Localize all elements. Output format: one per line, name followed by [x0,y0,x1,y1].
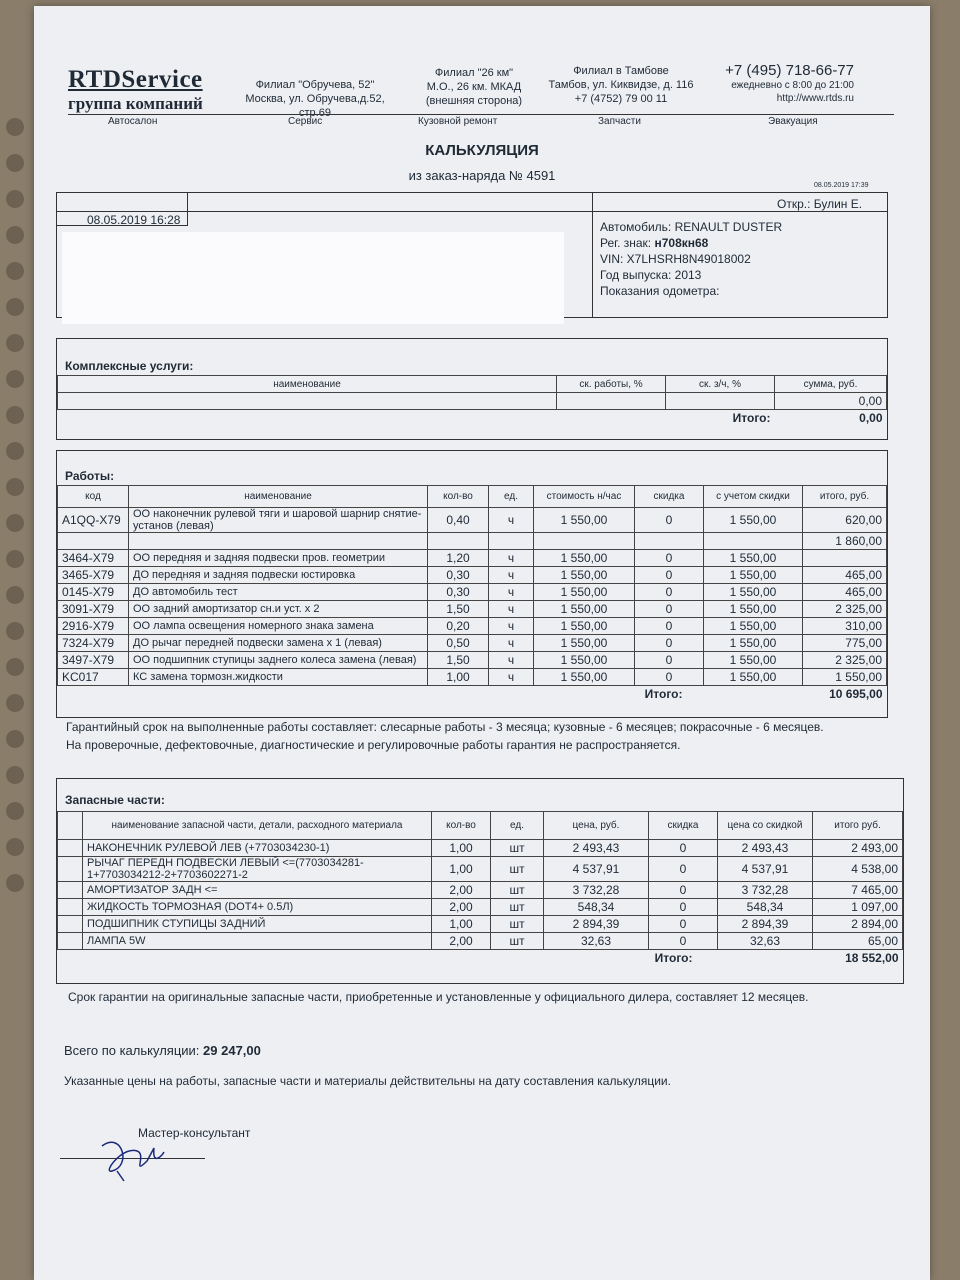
col-name: наименование [129,486,428,508]
category-bar [68,114,894,129]
cell-code: 3091-X79 [58,601,129,618]
parts-table [57,811,903,966]
works-total-row [58,686,887,703]
cell-unit: ч [489,508,534,533]
cell-net: 1 550,00 [704,669,803,686]
cell-rate: 1 550,00 [534,618,635,635]
cell-qty: 0,30 [428,567,489,584]
cell-total: 1 860,00 [803,533,887,550]
works-table [57,485,887,702]
cell-total: 465,00 [803,567,887,584]
document-subtitle: из заказ-наряда № 4591 [408,168,556,183]
cell-unit: шт [491,899,544,916]
cell-net-price: 548,34 [718,899,813,916]
table-row [58,652,887,669]
cell-net-price: 32,63 [718,933,813,950]
parts-total-row [58,950,903,967]
table-row [58,899,903,916]
col-work-discount: ск. работы, % [557,376,666,393]
binder-hole [6,406,24,424]
parts-warranty: Срок гарантии на оригинальные запасные части, приобретенные и установленные у официального дилера, составляет 12 месяцев. [68,990,809,1004]
category-evacuation: Эвакуация [768,116,818,127]
signature-mark [92,1126,172,1186]
vehicle-year: Год выпуска: 2013 [600,268,702,282]
cell-discount: 0 [635,550,704,567]
binder-hole [6,190,24,208]
cell-part-name: РЫЧАГ ПЕРЕДН ПОДВЕСКИ ЛЕВЫЙ <=(7703034281-1+7703034212-2+7703602271-2 [83,857,432,882]
cell-unit: шт [491,882,544,899]
table-row [58,567,887,584]
cell-net: 1 550,00 [704,550,803,567]
complex-total-label: Итого: [732,411,771,425]
cell-unit: ч [489,601,534,618]
cell-total [803,550,887,567]
binder-hole [6,694,24,712]
phone: +7 (495) 718-66-77 [725,62,854,79]
cell-code: KC017 [58,669,129,686]
works-total-label: Итого: [644,687,683,701]
cell-qty: 2,00 [432,882,491,899]
col-rate: стоимость н/час [534,486,635,508]
grand-total-value: 29 247,00 [203,1043,261,1058]
table-row [58,669,887,686]
cell-net: 1 550,00 [704,508,803,533]
cell-total: 7 465,00 [813,882,903,899]
cell-name: ДО передняя и задняя подвески юстировка [129,567,428,584]
works-warranty: Гарантийный срок на выполненные работы составляет: слесарные работы - 3 месяца; кузовные - 6 месяцев; покрасочные - 6 месяцев. На проверочные, дефектовочные, диагностические и регулировочные работы гарантия не распространяется. [66,720,824,752]
hours: ежедневно с 8:00 до 21:00 [731,80,854,91]
col-price: цена, руб. [544,812,649,840]
cell-total: 310,00 [803,618,887,635]
cell-unit: ч [489,550,534,567]
cell-net: 1 550,00 [704,635,803,652]
binder-hole [6,874,24,892]
parts-title: Запасные части: [65,793,165,807]
prices-validity-note: Указанные цены на работы, запасные части и материалы действительны на дату составления калькуляции. [64,1074,671,1088]
document-title: КАЛЬКУЛЯЦИЯ [425,142,539,159]
cell-net [704,533,803,550]
binder-hole [6,154,24,172]
complex-services-title: Комплексные услуги: [65,359,194,373]
cell-total: 2 325,00 [803,601,887,618]
cell-name: ОО передняя и задняя подвески пров. геометрии [129,550,428,567]
cell-code [58,533,129,550]
binder-hole [6,586,24,604]
binder-hole [6,370,24,388]
cell-net-price: 2 493,43 [718,840,813,857]
cell-unit: шт [491,916,544,933]
category-parts: Запчасти [598,116,641,127]
cell-name: ОО задний амортизатор сн.и уст. х 2 [129,601,428,618]
col-net-price: цена со скидкой [718,812,813,840]
cell-qty: 1,50 [428,601,489,618]
cell-discount: 0 [635,584,704,601]
col-total: итого руб. [813,812,903,840]
col-parts-discount: ск. з/ч, % [666,376,775,393]
col-qty: кол-во [428,486,489,508]
cell-price: 4 537,91 [544,857,649,882]
cell-discount: 0 [635,652,704,669]
cell-qty: 2,00 [432,933,491,950]
cell-discount: 0 [635,618,704,635]
opened-by: Откр.: Булин Е. [777,197,863,211]
cell-qty: 1,50 [428,652,489,669]
cell-rate: 1 550,00 [534,601,635,618]
binder-hole [6,766,24,784]
branch-tambov: Филиал в Тамбове Тамбов, ул. Киквидзе, д. 116 +7 (4752) 79 00 11 [548,65,694,105]
cell-total: 65,00 [813,933,903,950]
cell-qty: 0,20 [428,618,489,635]
category-bodywork: Кузовной ремонт [418,116,498,127]
cell-name: ОО лампа освещения номерного знака замена [129,618,428,635]
table-row [58,933,903,950]
cell-total: 1 097,00 [813,899,903,916]
cell-price: 3 732,28 [544,882,649,899]
cell-qty: 1,00 [432,857,491,882]
binder-hole [6,802,24,820]
grand-total-label: Всего по калькуляции: [64,1043,200,1058]
cell-discount: 0 [635,669,704,686]
cell-net: 1 550,00 [704,652,803,669]
cell-discount: 0 [635,601,704,618]
cell-total: 2 493,00 [813,840,903,857]
complex-services-section [56,338,888,440]
cell-total: 775,00 [803,635,887,652]
binder-hole [6,622,24,640]
vehicle-info [600,219,782,299]
cell-total: 2 325,00 [803,652,887,669]
cell-part-name: ЛАМПА 5W [83,933,432,950]
contacts [714,62,854,105]
cell-qty: 0,50 [428,635,489,652]
table-row [58,533,887,550]
cell-rate: 1 550,00 [534,635,635,652]
table-row [58,857,903,882]
cell-unit: ч [489,635,534,652]
cell-rate: 1 550,00 [534,550,635,567]
cell-discount: 0 [635,567,704,584]
table-row [58,882,903,899]
binder-hole [6,730,24,748]
cell-unit: ч [489,652,534,669]
cell-discount: 0 [649,840,718,857]
cell-name: ДО автомобиль тест [129,584,428,601]
cell-name: ДО рычаг передней подвески замена х 1 (левая) [129,635,428,652]
vehicle-odometer: Показания одометра: [600,284,720,298]
table-row [58,916,903,933]
cell-rate: 1 550,00 [534,669,635,686]
cell-qty: 0,30 [428,584,489,601]
cell-qty: 1,00 [428,669,489,686]
cell-qty: 1,20 [428,550,489,567]
cell-unit: ч [489,584,534,601]
cell-qty: 2,00 [432,899,491,916]
parts-section [56,778,904,984]
cell-net: 1 550,00 [704,584,803,601]
complex-total: 0,00 [859,411,883,425]
cell-name: ОО подшипник ступицы заднего колеса замена (левая) [129,652,428,669]
col-sum: сумма, руб. [775,376,887,393]
parts-total: 18 552,00 [845,951,899,965]
works-section [56,450,888,718]
col-discount: скидка [635,486,704,508]
company-logo [68,66,203,114]
cell-price: 2 493,43 [544,840,649,857]
cell-total: 2 894,00 [813,916,903,933]
cell-net-price: 4 537,91 [718,857,813,882]
works-total: 10 695,00 [829,687,883,701]
cell-qty: 1,00 [432,840,491,857]
cell-qty: 0,40 [428,508,489,533]
cell-rate [534,533,635,550]
brand-group: группа компаний [68,94,203,113]
binder-hole [6,262,24,280]
branch-obrucheva: Филиал "Обручева, 52" Москва, ул. Обручева,д.52, стр.69 [245,79,385,119]
cell-total: 620,00 [803,508,887,533]
table-row [58,508,887,533]
cell-part-name: НАКОНЕЧНИК РУЛЕВОЙ ЛЕВ (+7703034230-1) [83,840,432,857]
cell-total: 4 538,00 [813,857,903,882]
vehicle-reg: Рег. знак: н708кн68 [600,236,709,250]
cell-name: КС замена тормозн.жидкости [129,669,428,686]
signer-title: Мастер-консультант [138,1126,251,1140]
cell-name: ОО наконечник рулевой тяги и шаровой шарнир снятие-установ (левая) [129,508,428,533]
col-discount: скидка [649,812,718,840]
cell-name [129,533,428,550]
website: http://www.rtds.ru [776,93,854,104]
complex-services-table [57,375,887,426]
order-date: 08.05.2019 16:28 [87,213,181,227]
cell-part-name: АМОРТИЗАТОР ЗАДН <= [83,882,432,899]
col-total: итого, руб. [803,486,887,508]
cell-code: 7324-X79 [58,635,129,652]
cell-price: 2 894,39 [544,916,649,933]
cell-unit: шт [491,840,544,857]
binder-hole [6,550,24,568]
cell-qty [428,533,489,550]
cell-unit: ч [489,669,534,686]
cell-discount: 0 [649,882,718,899]
cell-part-name: ПОДШИПНИК СТУПИЦЫ ЗАДНИЙ [83,916,432,933]
col-net: с учетом скидки [704,486,803,508]
binder-hole [6,838,24,856]
cell-discount: 0 [649,933,718,950]
binder-hole [6,226,24,244]
cell-code: 3464-X79 [58,550,129,567]
table-row [58,601,887,618]
cell-rate: 1 550,00 [534,567,635,584]
works-title: Работы: [65,469,115,483]
cell-rate: 1 550,00 [534,652,635,669]
col-name: наименование [58,376,557,393]
binder-hole [6,514,24,532]
cell-discount: 0 [635,635,704,652]
cell-total: 1 550,00 [803,669,887,686]
cell-total: 465,00 [803,584,887,601]
cell-net-price: 2 894,39 [718,916,813,933]
cell-qty: 1,00 [432,916,491,933]
col-unit: ед. [491,812,544,840]
cell-code: A1QQ-X79 [58,508,129,533]
col-part-name: наименование запасной части, детали, расходного материала [83,812,432,840]
category-autosalon: Автосалон [108,116,158,127]
cell-discount: 0 [635,508,704,533]
print-stamp: 08.05.2019 17:39 [814,182,869,189]
cell-rate: 1 550,00 [534,508,635,533]
branch-26km: Филиал "26 км" М.О., 26 км. МКАД (внешняя сторона) [425,67,523,107]
table-row [58,584,887,601]
table-row [58,635,887,652]
cell-discount: 0 [649,899,718,916]
binder-hole [6,442,24,460]
table-row [58,618,887,635]
cell-code: 3465-X79 [58,567,129,584]
redacted-customer-block [62,232,564,324]
cell-net-price: 3 732,28 [718,882,813,899]
binder-hole [6,478,24,496]
binder-hole [6,298,24,316]
cell-price: 548,34 [544,899,649,916]
table-row [58,840,903,857]
complex-row-sum: 0,00 [775,393,887,410]
binder-hole [6,118,24,136]
col-qty: кол-во [432,812,491,840]
cell-net: 1 550,00 [704,618,803,635]
cell-code: 3497-X79 [58,652,129,669]
binder-hole [6,334,24,352]
table-row [58,550,887,567]
cell-code: 0145-X79 [58,584,129,601]
cell-net: 1 550,00 [704,567,803,584]
cell-price: 32,63 [544,933,649,950]
grand-total-line [64,1042,261,1060]
vehicle-vin: VIN: X7LHSRH8N49018002 [600,252,751,266]
cell-rate: 1 550,00 [534,584,635,601]
col-code: код [58,486,129,508]
brand-name: RTDService [68,66,203,93]
cell-unit: шт [491,857,544,882]
col-unit: ед. [489,486,534,508]
binder-hole [6,658,24,676]
parts-total-label: Итого: [654,951,693,965]
cell-part-name: ЖИДКОСТЬ ТОРМОЗНАЯ (DOT4+ 0.5Л) [83,899,432,916]
cell-unit: ч [489,567,534,584]
vehicle-model: Автомобиль: RENAULT DUSTER [600,220,783,234]
cell-code: 2916-X79 [58,618,129,635]
document-page [34,6,930,1280]
cell-unit: ч [489,618,534,635]
cell-discount: 0 [649,916,718,933]
cell-discount: 0 [649,857,718,882]
cell-net: 1 550,00 [704,601,803,618]
cell-discount [635,533,704,550]
cell-unit: шт [491,933,544,950]
category-service: Сервис [288,116,323,127]
cell-unit [489,533,534,550]
